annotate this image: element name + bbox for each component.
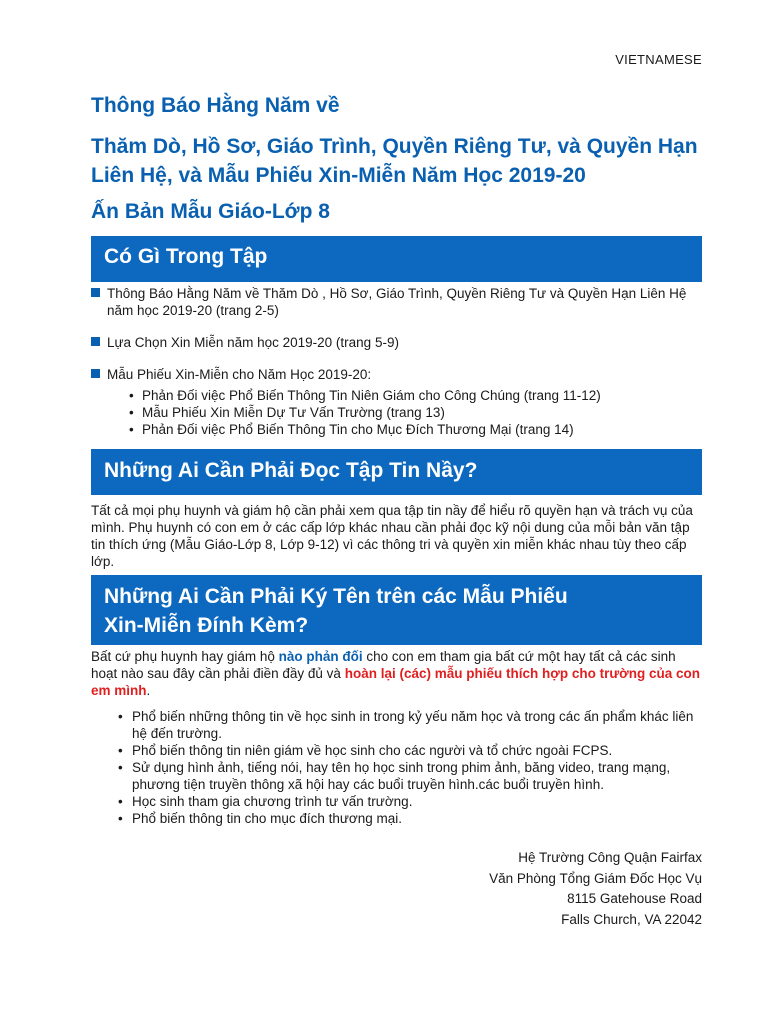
contents-item-text: Mẫu Phiếu Xin-Miễn cho Năm Học 2019-20: [107,367,372,382]
contents-item-text: Lựa Chọn Xin Miễn năm học 2019-20 (trang 5-9) [107,335,399,350]
square-bullet-icon [91,288,100,297]
contents-sublist [107,387,711,438]
activities-list [118,708,708,827]
activity-item: • Phổ biến thông tin niên giám về học sinh cho các người và tổ chức ngoài FCPS. [118,742,708,759]
section-heading-contents [91,236,702,282]
who-signs-emphasis-return: hoàn lại (các) mẫu phiếu thích hợp cho trường của con em mình [91,666,700,698]
section-heading-who-reads [91,449,702,495]
who-signs-intro-a: Bất cứ phụ huynh hay giám hộ [91,649,279,664]
contents-item [91,334,711,351]
contents-subitem: • Phản Đối việc Phổ Biến Thông Tin Niên Giám cho Công Chúng (trang 11-12) [129,387,711,404]
activity-item: • Sử dụng hình ảnh, tiếng nói, hay tên họ học sinh trong phim ảnh, băng video, trang mạng, phương tiện truyền thông xã hội hay các buổi truyền hình.các buổi truyền hình. [118,759,708,793]
contents-subitem: • Mẫu Phiếu Xin Miễn Dự Tư Vấn Trường (trang 13) [129,404,711,421]
activity-item: • Phổ biến thông tin cho mục đích thương mại. [118,810,708,827]
who-signs-intro-e: . [146,683,151,698]
section-heading-who-signs [91,575,702,645]
address-line-3: 8115 Gatehouse Road [567,891,702,906]
contents-item [91,285,711,319]
square-bullet-icon [91,369,100,378]
section-heading-who-signs-line2: Xin-Miễn Đính Kèm? [104,614,309,637]
square-bullet-icon [91,337,100,346]
section-heading-who-signs-line1: Những Ai Cần Phải Ký Tên trên các Mẫu Phiếu [104,585,568,608]
section-heading-who-reads-text: Những Ai Cần Phải Đọc Tập Tin Nầy? [104,459,478,482]
title-line-1: Thông Báo Hằng Năm về [91,94,340,117]
contents-item [91,366,711,438]
contents-subitem: • Phản Đối việc Phổ Biến Thông Tin cho Mục Đích Thương Mại (trang 14) [129,421,711,438]
language-label: VIETNAMESE [615,52,702,67]
activity-item: • Phổ biến những thông tin về học sinh in trong kỷ yếu năm học và trong các ấn phẩm khác liên hệ đến trường. [118,708,708,742]
address-line-2: Văn Phòng Tổng Giám Đốc Học Vụ [489,870,702,886]
activity-item: • Học sinh tham gia chương trình tư vấn trường. [118,793,708,810]
who-signs-emphasis-object: nào phản đối [278,649,363,664]
contents-item-text: Thông Báo Hằng Năm về Thăm Dò , Hồ Sơ, Giáo Trình, Quyền Riêng Tư và Quyền Hạn Liên Hệ năm học 2019-20 (trang 2-5) [107,286,687,318]
address-line-1: Hệ Trường Công Quận Fairfax [518,850,702,865]
document-title [91,92,711,226]
who-signs-paragraph [91,648,703,699]
title-line-3: Ấn Bản Mẫu Giáo-Lớp 8 [91,200,330,223]
address-line-4: Falls Church, VA 22042 [561,911,702,927]
contents-list [91,285,711,453]
who-signs-intro-c: cho con em tham gia bất cứ một hay tất cả các sinh hoạt nào sau đây cần phải điền đầy đủ và [91,649,676,681]
title-line-2: Thăm Dò, Hồ Sơ, Giáo Trình, Quyền Riêng Tư, và Quyền Hạn Liên Hệ, và Mẫu Phiếu Xin-Miễn Năm Học 2019-20 [91,135,698,187]
office-address [489,848,702,930]
section-heading-contents-text: Có Gì Trong Tập [104,245,268,268]
who-reads-paragraph: Tất cả mọi phụ huynh và giám hộ cần phải xem qua tập tin nầy để hiểu rõ quyền hạn và trách vụ của mình. Phụ huynh có con em ở các cấp lớp khác nhau cần phải đọc kỹ nội dung của mỗi bản văn tập tin thích ứng (Mẫu Giáo-Lớp 8, Lớp 9-12) vì các thông tri và quyền xin miễn khác nhau tùy theo cấp lớp. [91,503,693,569]
